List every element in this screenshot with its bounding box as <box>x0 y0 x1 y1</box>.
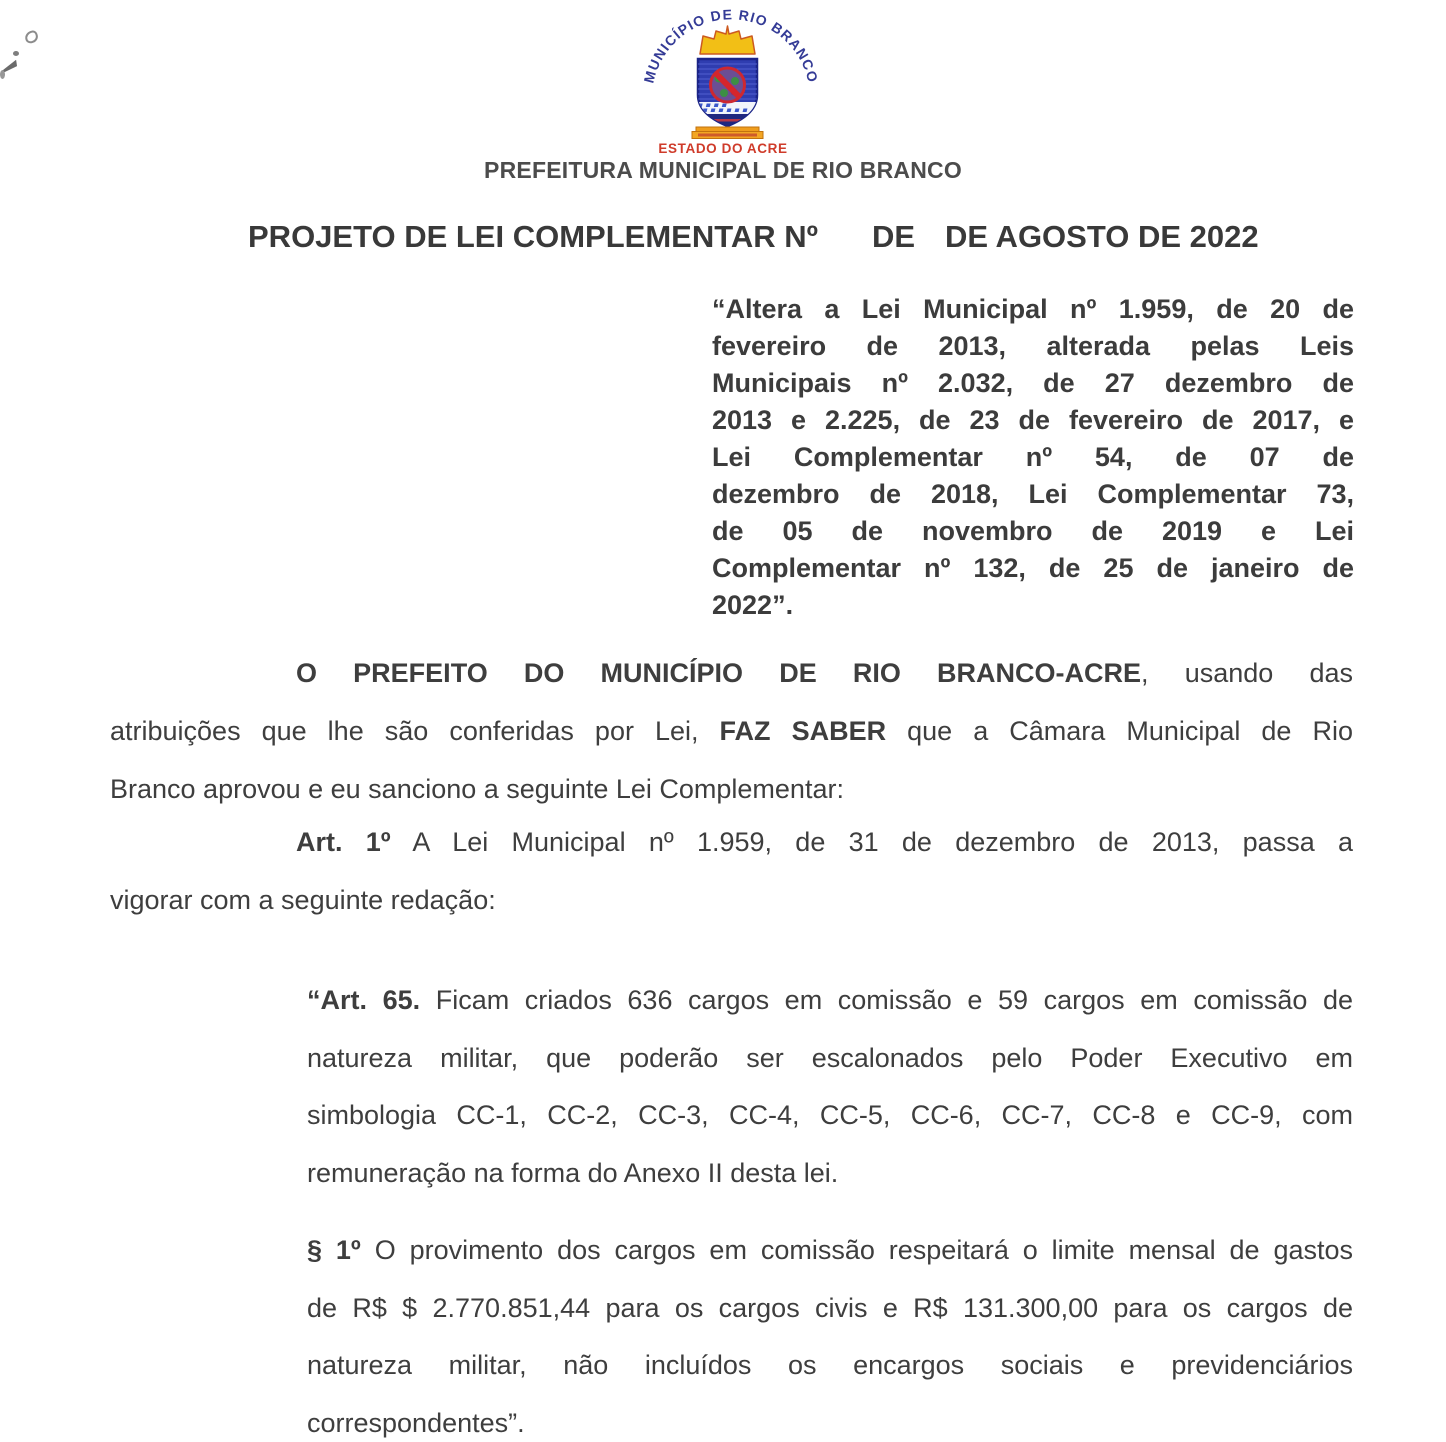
text-segment: O provimento dos cargos em comissão respeitará o limite mensal de gastos <box>360 1235 1353 1265</box>
bold-text-segment: FAZ SABER <box>719 716 887 746</box>
text-line <box>307 1030 1353 1088</box>
document-title <box>248 219 1259 255</box>
text-line <box>307 1337 1353 1395</box>
text-segment: 2022”. <box>712 590 794 620</box>
org-name: PREFEITURA MUNICIPAL DE RIO BRANCO <box>484 157 962 183</box>
bold-text-segment: “Art. 65. <box>307 985 421 1015</box>
text-segment: correspondentes”. <box>307 1407 525 1438</box>
text-segment: de R$ $ 2.770.851,44 para os cargos civis e R$ 131.300,00 para os cargos de <box>307 1292 1353 1323</box>
text-segment: “Altera a Lei Municipal nº 1.959, de 20 de <box>712 294 1354 324</box>
bold-text-segment: Art. 1º <box>296 827 391 857</box>
text-segment: Complementar nº 132, de 25 de janeiro de <box>712 553 1354 583</box>
bold-text-segment: O PREFEITO DO MUNICÍPIO DE RIO BRANCO-ACRE <box>296 658 1142 688</box>
text-line <box>307 972 1353 1030</box>
text-segment: Branco aprovou e eu sanciono a seguinte Lei Complementar: <box>110 774 844 804</box>
title-part-de: DE <box>871 219 916 254</box>
text-line <box>110 644 1353 702</box>
text-segment: natureza militar, não incluídos os encargos sociais e previdenciários <box>307 1350 1353 1380</box>
text-segment: fevereiro de 2013, alterada pelas Leis <box>712 331 1354 361</box>
text-segment: A Lei Municipal nº 1.959, de 31 de dezembro de 2013, passa a <box>390 827 1353 857</box>
text-line <box>712 402 1354 439</box>
text-line <box>712 291 1354 328</box>
text-segment: 2013 e 2.225, de 23 de fevereiro de 2017, e <box>712 405 1354 435</box>
text-segment: , usando das <box>1141 658 1353 688</box>
text-segment: Lei Complementar nº 54, de 07 de <box>712 442 1354 472</box>
text-line <box>307 1222 1353 1280</box>
text-segment: de 05 de novembro de 2019 e Lei <box>712 516 1354 546</box>
municipality-arc-text: MUNICÍPIO DE RIO BRANCO <box>640 6 822 85</box>
text-segment: remuneração na forma do Anexo II desta lei. <box>307 1157 839 1188</box>
text-line <box>307 1145 1353 1203</box>
text-segment: natureza militar, que poderão ser escalonados pelo Poder Executivo em <box>307 1042 1353 1073</box>
text-line <box>712 439 1354 476</box>
scan-artifact <box>23 29 39 44</box>
article-65-quote <box>307 972 1353 1202</box>
epigraph-quote <box>712 291 1354 624</box>
text-segment: Ficam criados 636 cargos em comissão e 59 cargos em comissão de <box>420 985 1353 1015</box>
text-segment: Municipais nº 2.032, de 27 dezembro de <box>712 368 1354 398</box>
text-line <box>307 1395 1353 1442</box>
bold-text-segment: § 1º <box>307 1235 361 1265</box>
scan-artifact <box>13 51 19 56</box>
text-line <box>712 550 1354 587</box>
text-line <box>110 760 1353 818</box>
text-line <box>110 702 1353 760</box>
text-line <box>712 476 1354 513</box>
text-line <box>712 328 1354 365</box>
title-part-number: PROJETO DE LEI COMPLEMENTAR Nº <box>248 219 818 254</box>
text-segment: dezembro de 2018, Lei Complementar 73, <box>712 479 1354 509</box>
text-line <box>110 813 1353 871</box>
title-part-date: DE AGOSTO DE 2022 <box>945 219 1259 254</box>
text-line <box>712 365 1354 402</box>
text-segment: vigorar com a seguinte redação: <box>110 885 496 915</box>
mural-crown-icon <box>700 26 755 54</box>
text-line <box>307 1280 1353 1338</box>
text-line <box>712 513 1354 550</box>
text-segment: simbologia CC-1, CC-2, CC-3, CC-4, CC-5, CC-6, CC-7, CC-8 e CC-9, com <box>307 1100 1353 1130</box>
text-segment: que a Câmara Municipal de Rio <box>886 716 1353 746</box>
text-segment: atribuições que lhe são conferidas por Lei, <box>110 716 720 746</box>
text-line <box>110 871 1353 929</box>
state-label: ESTADO DO ACRE <box>658 141 788 156</box>
article-1-paragraph <box>110 813 1353 929</box>
preamble-paragraph <box>110 644 1353 818</box>
text-line <box>712 587 1354 624</box>
text-line <box>307 1087 1353 1145</box>
scan-artifact <box>0 70 5 79</box>
coat-of-arms <box>638 2 824 140</box>
paragraph-1-quote <box>307 1222 1353 1442</box>
pedestal <box>692 127 763 139</box>
